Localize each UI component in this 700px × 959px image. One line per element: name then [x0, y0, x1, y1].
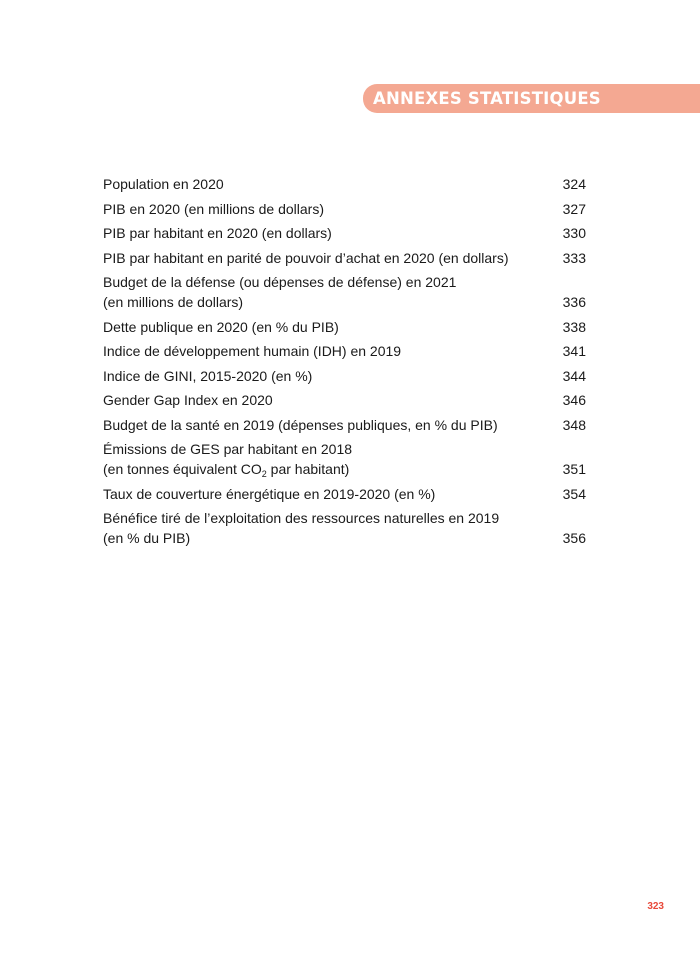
toc-entry-label-part: (en tonnes équivalent CO — [103, 461, 262, 477]
toc-page-number: 356 — [562, 530, 586, 546]
toc-entry-couverture-energetique[interactable] — [103, 484, 586, 504]
toc-page-number: 336 — [562, 294, 586, 310]
toc-entry-budget-defense[interactable] — [103, 272, 586, 312]
toc-entry-label: Budget de la santé en 2019 (dépenses publiques, en % du PIB) — [103, 416, 498, 433]
toc-page-number: 348 — [562, 416, 586, 433]
toc-page-number: 346 — [562, 392, 586, 408]
toc-entry-gender-gap[interactable] — [103, 390, 586, 410]
toc-entry-label: Dette publique en 2020 (en % du PIB) — [103, 318, 339, 335]
page-number: 323 — [647, 901, 664, 912]
toc-page-number: 333 — [562, 249, 586, 266]
toc-entry-label: PIB par habitant en 2020 (en dollars) — [103, 225, 332, 241]
toc-entry-label-part: par habitant) — [266, 461, 350, 477]
section-title: ANNEXES STATISTIQUES — [373, 89, 601, 108]
toc-entry-budget-sante[interactable] — [103, 415, 586, 435]
toc-entry-label-continued — [103, 459, 546, 479]
toc-page-number: 330 — [562, 225, 586, 241]
table-of-contents — [103, 174, 586, 553]
toc-entry-label: Indice de GINI, 2015-2020 (en %) — [103, 367, 313, 384]
subscript-two: 2 — [261, 469, 267, 479]
toc-entry-label-continued: (en millions de dollars) — [103, 294, 244, 310]
toc-entry-label: Gender Gap Index en 2020 — [103, 392, 273, 408]
toc-page-number: 351 — [562, 461, 586, 477]
toc-entry-emissions-ges[interactable] — [103, 439, 586, 479]
toc-entry-label: Population en 2020 — [103, 176, 224, 192]
toc-entry-label: Indice de développement humain (IDH) en 2019 — [103, 343, 402, 359]
toc-entry-label: Bénéfice tiré de l’exploitation des ressources naturelles en 2019 — [103, 510, 500, 526]
toc-entry-pib-ppa[interactable] — [103, 248, 586, 268]
toc-page-number: 327 — [562, 200, 586, 217]
toc-entry-label: Taux de couverture énergétique en 2019-2020 (en %) — [103, 485, 436, 502]
toc-entry-gini[interactable] — [103, 366, 586, 386]
toc-entry-idh[interactable] — [103, 341, 586, 361]
toc-page-number: 354 — [562, 485, 586, 502]
toc-page-number: 344 — [562, 367, 586, 384]
toc-entry-label: Émissions de GES par habitant en 2018 — [103, 441, 353, 457]
toc-page-number: 324 — [562, 176, 586, 192]
toc-entry-ressources-naturelles[interactable] — [103, 508, 586, 548]
toc-entry-pib[interactable] — [103, 199, 586, 219]
toc-entry-label: PIB en 2020 (en millions de dollars) — [103, 200, 325, 217]
toc-entry-population[interactable] — [103, 174, 586, 194]
toc-entry-label-continued: (en % du PIB) — [103, 530, 191, 546]
toc-entry-dette-publique[interactable] — [103, 317, 586, 337]
toc-page-number: 341 — [562, 343, 586, 359]
toc-entry-pib-par-habitant[interactable] — [103, 223, 586, 243]
toc-page-number: 338 — [562, 318, 586, 335]
toc-entry-label: PIB par habitant en parité de pouvoir d’achat en 2020 (en dollars) — [103, 249, 509, 266]
toc-entry-label: Budget de la défense (ou dépenses de défense) en 2021 — [103, 274, 457, 290]
